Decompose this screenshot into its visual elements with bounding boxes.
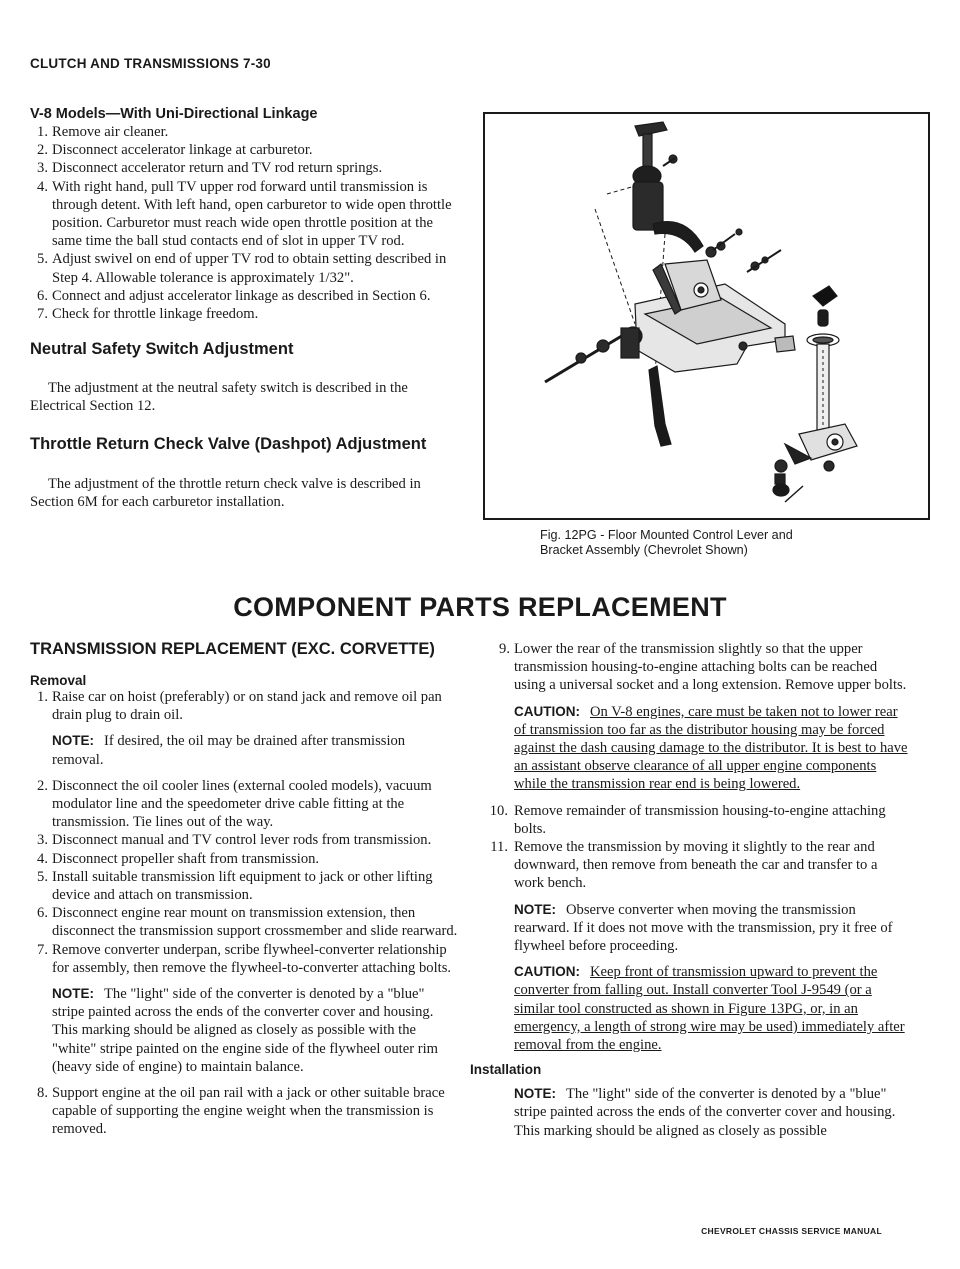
caution-text: Keep front of transmission upward to prevent the converter from falling out. Install converter Tool J-9549 (or a similar tool constructed as shown in Figure 13PG, or, in an emergency, a length of strong wire may be used) immediately after removal from the engine. [514,964,905,1054]
step-number: 4. [37,850,48,867]
neutral-switch-heading: Neutral Safety Switch Adjustment [30,340,294,359]
step-number: 1. [37,124,48,140]
caution-text: On V-8 engines, care must be taken not to lower rear of transmission too far as the distributor housing may be forced against the dash causing damage to the distributor. It is best to have an assistant observe clearance of all upper engine components while the transmission rear end is being lowered. [514,703,908,793]
step-text: Adjust swivel on end of upper TV rod to obtain setting described in Step 4. Allowable tolerance is approximately 1/32". [52,251,447,286]
note-light-side [52,985,460,1076]
step-text: Disconnect propeller shaft from transmission. [52,850,320,867]
step-text: Check for throttle linkage freedom. [52,306,259,323]
step-text: Raise car on hoist (preferably) or on stand jack and remove oil pan drain plug to drain oil. [52,689,442,724]
step-text: Remove converter underpan, scribe flywheel-converter relationship for assembly, then remove the flywheel-to-converter attaching bolts. [52,941,452,976]
step-item [30,1084,460,1139]
step-text: Disconnect accelerator return and TV rod return springs. [52,160,383,177]
installation-heading: Installation [470,1062,542,1078]
step-item [30,250,460,286]
step-number: 6. [37,287,48,304]
step-number: 11. [490,839,508,856]
removal-steps-b [30,777,460,977]
step-number: 3. [37,832,48,849]
control-lever-illustration [485,114,928,518]
step-text: Remove the transmission by moving it slightly to the rear and downward, then remove from beneath the car and transfer to a work bench. [514,839,878,892]
step-number: 10. [489,802,508,819]
step-item [30,305,460,323]
step-number: 3. [37,160,48,177]
caution-converter [514,963,910,1054]
step-item [30,178,460,251]
note-label: NOTE: [514,1086,556,1102]
step-item [30,688,460,724]
step-number: 9. [499,641,510,657]
note-label: NOTE: [52,733,94,749]
note-text: If desired, the oil may be drained after transmission removal. [52,733,406,768]
figure-frame [483,112,930,520]
v8-steps-list [30,123,460,323]
note-converter [514,901,910,956]
step-item [492,640,910,695]
neutral-switch-text: The adjustment at the neutral safety switch is described in the Electrical Section 12. [30,380,408,415]
step-number: 5. [37,251,48,268]
note-text: The "light" side of the converter is denoted by a "blue" stripe painted across the ends of the converter cover and housing. This marking should be aligned as closely as possible with the "white" stripe painted on the engine side of the flywheel outer rim (heavy side of engine) to maintain balance. [52,986,438,1075]
step-text: Disconnect the oil cooler lines (external cooled models), vacuum modulator line and the speedometer drive cable fitting at the transmission. Tie lines out of the way. [52,777,432,831]
footer: CHEVROLET CHASSIS SERVICE MANUAL [701,1226,882,1236]
step-text: Lower the rear of the transmission slightly so that the upper transmission housing-to-engine attaching bolts can be reached using a universal socket and a long extension. Remove upper bolts. [514,641,907,694]
step-item [30,287,460,305]
step-text: Disconnect accelerator linkage at carburetor. [52,142,313,159]
removal-heading: Removal [30,673,87,688]
v8-heading: V-8 Models—With Uni-Directional Linkage [30,106,318,122]
step-item [30,141,460,159]
step-text: Remove air cleaner. [52,124,169,140]
step-item [30,777,460,832]
step-number: 5. [37,868,48,885]
dashpot-text: The adjustment of the throttle return check valve is described in Section 6M for each carburetor installation. [30,475,421,510]
top-left-column [30,106,460,511]
note-label: NOTE: [52,986,94,1002]
step-item [30,868,460,904]
step-text: Disconnect engine rear mount on transmission extension, then disconnect the transmission support crossmember and slide rearward. [52,905,458,940]
removal-steps-a [30,688,460,724]
step-item [30,904,460,940]
note-oil-drain [52,732,460,768]
removal-steps-c [30,1084,460,1139]
step-item [30,123,460,141]
right-column [470,640,910,1148]
step-number: 4. [37,178,48,195]
note-text: Observe converter when moving the transmission rearward. If it does not move with the transmission, pry it free of flywheel before proceeding. [514,901,893,955]
step-text: Disconnect manual and TV control lever rods from transmission. [52,832,432,849]
step-text: Support engine at the oil pan rail with a jack or other suitable brace capable of supporting the engine weight when the transmission is removed. [52,1085,445,1138]
caution-label: CAUTION: [514,703,580,719]
note-label: NOTE: [514,901,556,917]
step-text: Connect and adjust accelerator linkage as described in Section 6. [52,287,431,304]
caution-distributor [514,703,910,794]
step-text: Remove remainder of transmission housing-to-engine attaching bolts. [514,802,886,837]
figure-caption-line1: Fig. 12PG - Floor Mounted Control Lever and [540,528,793,542]
step-item [484,802,910,838]
step-number: 7. [37,941,48,958]
step-number: 8. [37,1085,48,1102]
section-title: COMPONENT PARTS REPLACEMENT [233,592,727,622]
step-number: 2. [37,142,48,159]
note-installation-light-side [514,1085,910,1140]
step-item [30,159,460,177]
step-number: 6. [37,905,48,922]
step-number: 7. [37,306,48,323]
transmission-replacement-heading: TRANSMISSION REPLACEMENT (EXC. CORVETTE) [30,640,435,658]
step-text: With right hand, pull TV upper rod forward until transmission is through detent. With left hand, open carburetor to wide open throttle position. Carburetor must reach wide open throttle position at the same time the ball stud contacts end of slot in upper TV rod. [52,178,452,250]
step-item [30,831,460,849]
running-head: CLUTCH AND TRANSMISSIONS 7-30 [30,56,271,71]
caution-label: CAUTION: [514,964,580,980]
step-item [30,850,460,868]
figure-caption-line2: Bracket Assembly (Chevrolet Shown) [540,543,748,557]
step-text: Install suitable transmission lift equipment to jack or other lifting device and attach on transmission. [52,868,433,904]
dashpot-heading: Throttle Return Check Valve (Dashpot) Adjustment [30,434,427,453]
figure-caption [540,528,930,558]
step-number: 2. [37,777,48,794]
step-item [30,941,460,977]
removal-steps-d [492,640,910,695]
step-item [484,838,910,893]
left-column [30,640,460,1139]
step-number: 1. [37,689,48,705]
removal-steps-e [489,802,910,893]
note-text: The "light" side of the converter is denoted by a "blue" stripe painted across the ends of the converter cover and housing. This marking should be aligned as closely as possible [514,1086,896,1139]
